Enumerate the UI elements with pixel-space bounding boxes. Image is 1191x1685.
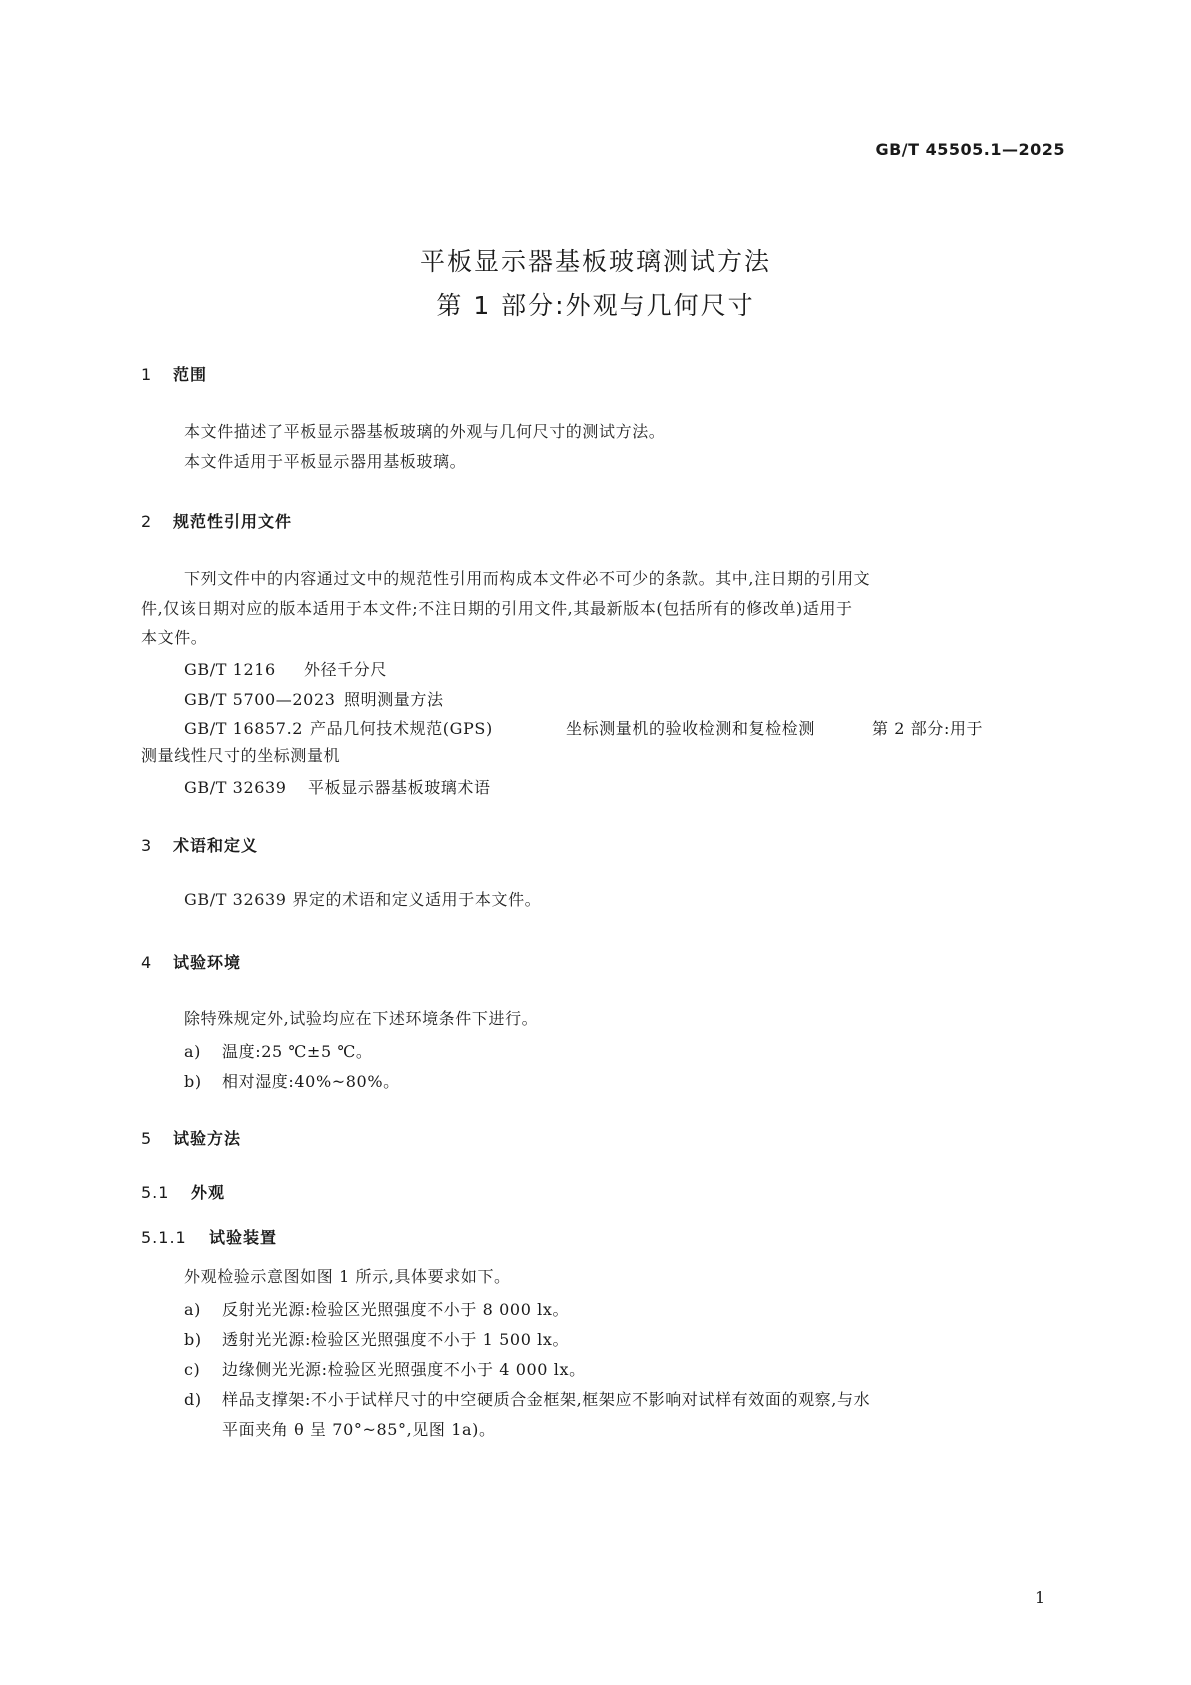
paragraph: 本文件适用于平板显示器用基板玻璃。 [184,452,467,471]
section-5-heading [141,1126,241,1149]
section-number: 5.1 [141,1183,170,1202]
paragraph-line: 下列文件中的内容通过文中的规范性引用而构成本文件必不可少的条款。其中,注日期的引用文 [184,569,871,588]
reference-code: GB/T 1216 [184,660,276,679]
section-5-1-heading [141,1180,225,1203]
section-title: 范围 [173,365,208,384]
list-item [184,1357,586,1380]
list-marker: c) [184,1360,201,1379]
standard-number: GB/T 45505.1—2025 [875,140,1065,159]
section-title: 外观 [191,1183,226,1202]
section-number: 3 [141,836,153,855]
reference-item [184,687,444,710]
paragraph-line: 本文件。 [141,628,208,647]
list-marker: b) [184,1330,202,1349]
paragraph-line: 件,仅该日期对应的版本适用于本文件;不注日期的引用文件,其最新版本(包括所有的修改单)适用于 [141,599,853,618]
section-2-heading [141,509,292,532]
paragraph: GB/T 32639 界定的术语和定义适用于本文件。 [184,890,542,909]
reference-code: GB/T 16857.2 [184,719,304,738]
paragraph: 除特殊规定外,试验均应在下述环境条件下进行。 [184,1009,539,1028]
reference-title: 第 2 部分:用于 [872,719,984,738]
list-text: 温度:25 ℃±5 ℃。 [222,1042,373,1061]
section-number: 5.1.1 [141,1228,187,1247]
section-title: 规范性引用文件 [173,512,293,531]
reference-item [184,657,387,680]
section-title: 试验方法 [173,1129,242,1148]
page-number: 1 [1035,1588,1046,1607]
list-text: 反射光光源:检验区光照强度不小于 8 000 lx。 [222,1300,570,1319]
section-title: 术语和定义 [173,836,259,855]
reference-continuation: 测量线性尺寸的坐标测量机 [141,746,341,765]
list-item [184,1387,870,1410]
list-item [184,1327,569,1350]
list-marker: d) [184,1390,202,1409]
section-5-1-1-heading [141,1225,277,1248]
paragraph: 本文件描述了平板显示器基板玻璃的外观与几何尺寸的测试方法。 [184,422,666,441]
reference-title: 外径千分尺 [304,660,388,679]
section-number: 4 [141,953,153,972]
section-3-heading [141,833,258,856]
section-number: 2 [141,512,153,531]
list-text: 透射光光源:检验区光照强度不小于 1 500 lx。 [222,1330,570,1349]
section-title: 试验装置 [209,1228,278,1247]
reference-code: GB/T 32639 [184,778,287,797]
list-text: 相对湿度:40%~80%。 [222,1072,400,1091]
list-item [184,1297,569,1320]
section-4-heading [141,950,241,973]
section-title: 试验环境 [173,953,242,972]
list-text: 样品支撑架:不小于试样尺寸的中空硬质合金框架,框架应不影响对试样有效面的观察,与水 [222,1390,871,1409]
reference-title: 产品几何技术规范(GPS) [310,719,493,738]
reference-title: 坐标测量机的验收检测和复检检测 [566,719,816,738]
reference-item [184,775,491,798]
list-item [184,1039,373,1062]
title-line-2: 第 1 部分:外观与几何尺寸 [436,291,755,320]
list-item [184,1069,400,1092]
list-text: 边缘侧光光源:检验区光照强度不小于 4 000 lx。 [222,1360,586,1379]
list-item-continuation: 平面夹角 θ 呈 70°~85°,见图 1a)。 [222,1420,496,1439]
list-marker: b) [184,1072,202,1091]
section-number: 1 [141,365,153,384]
section-number: 5 [141,1129,153,1148]
reference-item [184,716,983,739]
reference-title: 照明测量方法 [344,690,444,709]
reference-title: 平板显示器基板玻璃术语 [308,778,491,797]
paragraph: 外观检验示意图如图 1 所示,具体要求如下。 [184,1267,511,1286]
list-marker: a) [184,1042,201,1061]
section-1-heading [141,362,207,385]
title-line-1: 平板显示器基板玻璃测试方法 [419,247,771,276]
reference-code: GB/T 5700—2023 [184,690,336,709]
list-marker: a) [184,1300,201,1319]
